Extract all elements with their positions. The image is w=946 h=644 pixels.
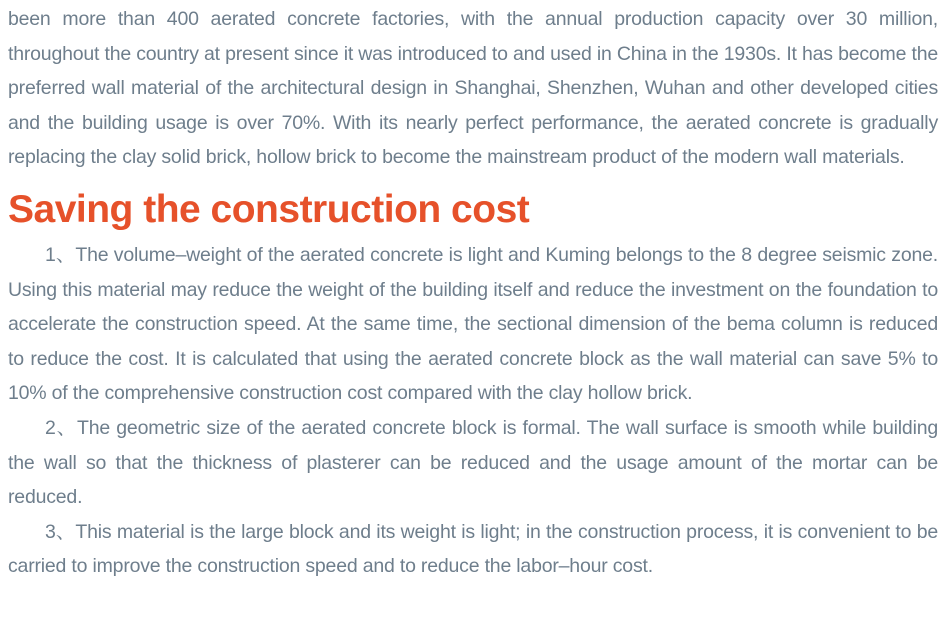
intro-paragraph: been more than 400 aerated concrete factories, with the annual production capacity over 30 million, throughout the country at present since it was introduced to and used in China in the 1930s. It has become the preferred wall material of the architectural design in Shanghai, Shenzhen, Wuhan and other developed cities and the building usage is over 70%. With its nearly perfect performance, the aerated concrete is gradually replacing the clay solid brick, hollow brick to become the mainstream product of the modern wall materials. — [8, 8, 938, 169]
list-item-1: 1、The volume–weight of the aerated concrete is light and Kuming belongs to the 8 degree seismic zone. Using this material may reduce the weight of the building itself and reduce the investment on the foundation to accelerate the construction speed. At the same time, the sectional dimension of the bema column is reduced to reduce the cost. It is calculated that using the aerated concrete block as the wall material can save 5% to 10% of the comprehensive construction cost compared with the clay hollow brick. — [8, 243, 938, 405]
section-heading: Saving the construction cost — [8, 187, 530, 231]
list-item-3: 3、This material is the large block and its weight is light; in the construction process, it is convenient to be carried to improve the construction speed and to reduce the labor–hour cost. — [8, 520, 938, 578]
list-item-2: 2、The geometric size of the aerated concrete block is formal. The wall surface is smooth while building the wall so that the thickness of plasterer can be reduced and the usage amount of the mortar can be reduced. — [8, 416, 938, 509]
